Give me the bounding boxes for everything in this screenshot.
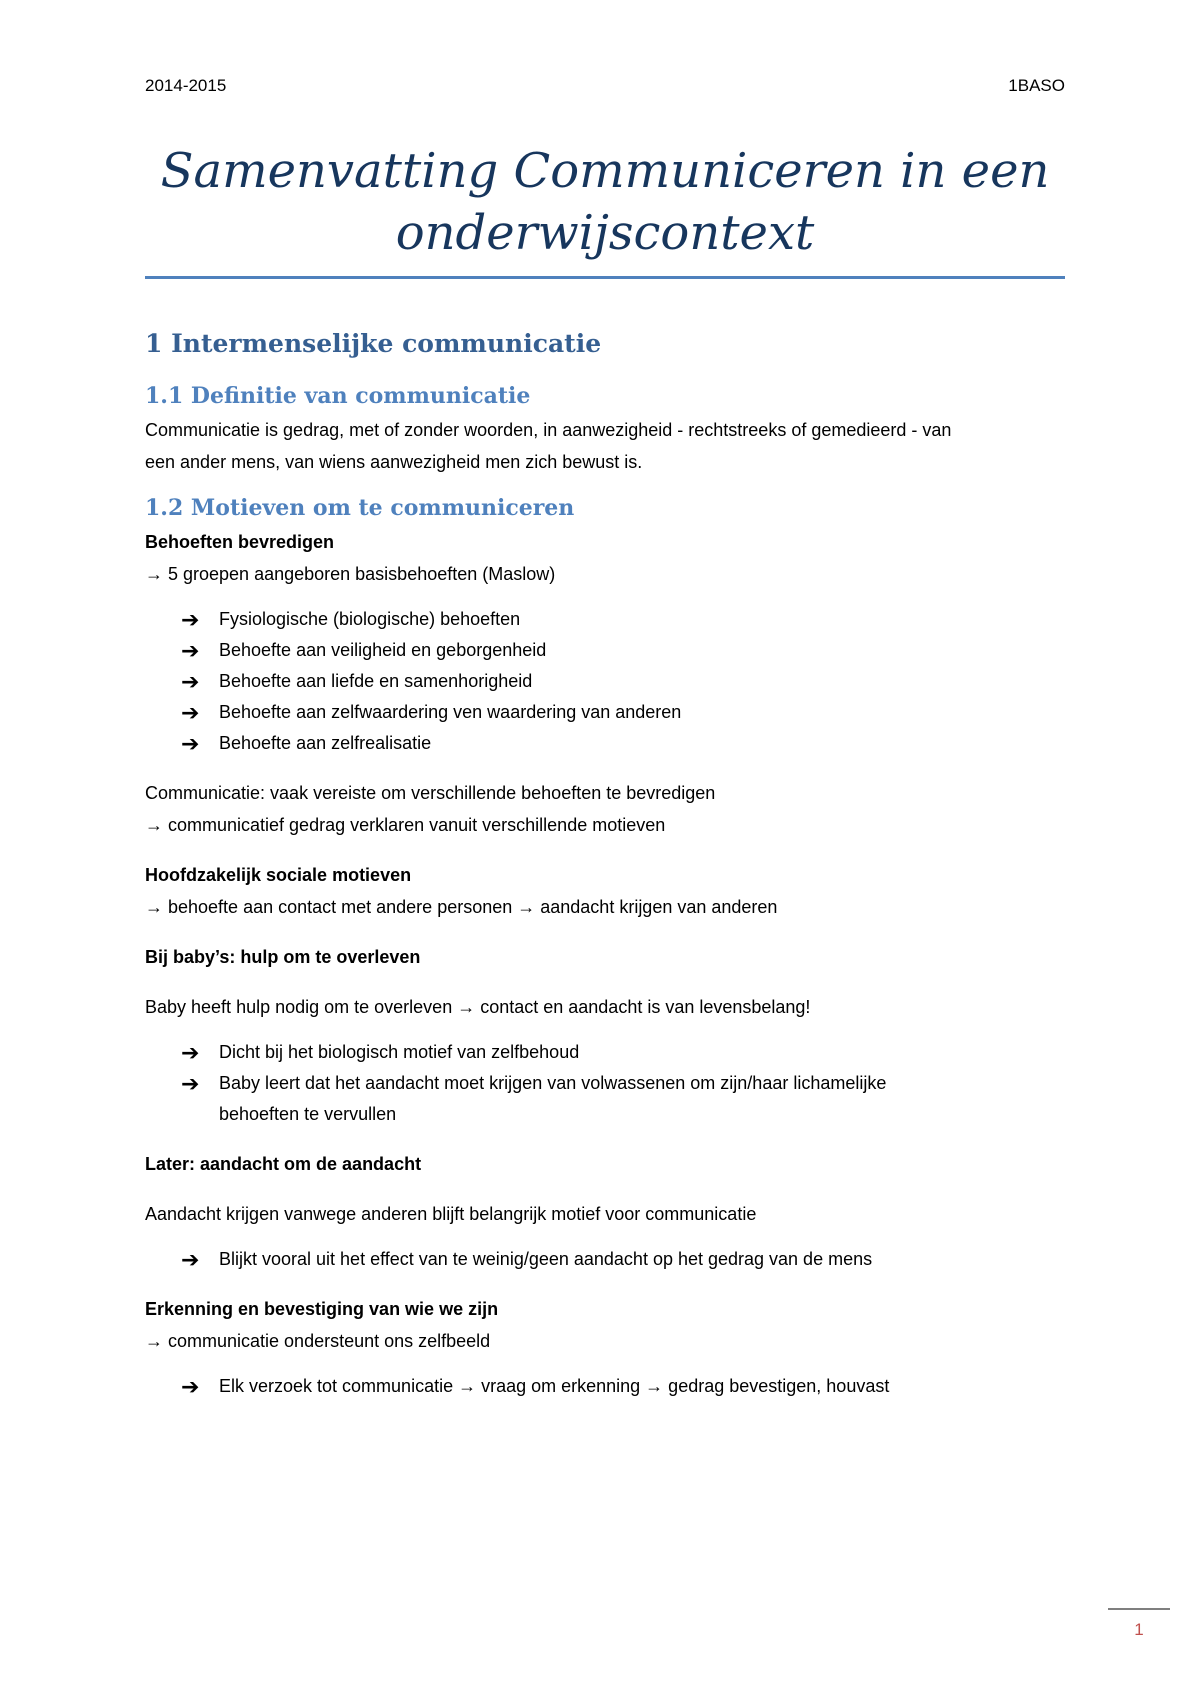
document-title-line2: onderwijscontext: [395, 205, 815, 261]
page-number: 1: [1134, 1620, 1144, 1639]
header-course: 1BASO: [1008, 76, 1065, 95]
arrow-right-bold-icon: ➔: [181, 638, 200, 663]
arrow-right-bold-icon: ➔: [181, 1374, 200, 1399]
title-rule: [145, 276, 1065, 279]
arrow-right-bold-icon: ➔: [181, 1071, 200, 1096]
list-item: ➔ Dicht bij het biologisch motief van zelfbehoud: [181, 1037, 1075, 1068]
baby-line: Baby heeft hulp nodig om te overleven → contact en aandacht is van levensbelang!: [145, 997, 811, 1017]
header-year: 2014-2015: [145, 76, 227, 95]
communication-line-2: → communicatief gedrag verklaren vanuit verschillende motieven: [145, 815, 666, 835]
list-item: ➔ Elk verzoek tot communicatie → vraag om erkenning → gedrag bevestigen, houvast: [181, 1371, 1075, 1402]
baby-list: [145, 1037, 1075, 1130]
social-line: → behoefte aan contact met andere personen → aandacht krijgen van anderen: [145, 897, 778, 917]
arrow-right-bold-icon: ➔: [181, 669, 200, 694]
needs-heading: Behoeften bevredigen: [145, 532, 335, 552]
communication-line-1: Communicatie: vaak vereiste om verschillende behoeften te bevredigen: [145, 783, 716, 803]
heading-1-2: 1.2 Motieven om te communiceren: [145, 495, 575, 521]
arrow-right-bold-icon: ➔: [181, 700, 200, 725]
document-title: [145, 140, 1065, 264]
list-item: ➔ Blijkt vooral uit het effect van te weinig/geen aandacht op het gedrag van de mens: [181, 1244, 1075, 1275]
social-heading: Hoofdzakelijk sociale motieven: [145, 865, 412, 885]
heading-1-1: 1.1 Definitie van communicatie: [145, 383, 531, 409]
recognition-list: [145, 1371, 1075, 1402]
definition-line-2: een ander mens, van wiens aanwezigheid men zich bewust is.: [145, 452, 643, 472]
list-item: ➔ Behoefte aan zelfrealisatie: [181, 728, 1075, 759]
list-item: ➔ Behoefte aan zelfwaardering ven waardering van anderen: [181, 697, 1075, 728]
baby-heading: Bij baby’s: hulp om te overleven: [145, 947, 421, 967]
arrow-right-bold-icon: ➔: [181, 731, 200, 756]
document-title-line1: Samenvatting Communiceren in een: [160, 143, 1050, 199]
later-heading: Later: aandacht om de aandacht: [145, 1154, 422, 1174]
list-item: ➔ Behoefte aan liefde en samenhorigheid: [181, 666, 1075, 697]
heading-1: 1 Intermenselijke communicatie: [145, 329, 602, 358]
needs-list: [145, 604, 1075, 759]
later-list: [145, 1244, 1075, 1275]
list-item: ➔ Fysiologische (biologische) behoeften: [181, 604, 1075, 635]
needs-intro: → 5 groepen aangeboren basisbehoeften (Maslow): [145, 564, 556, 584]
list-item: ➔ Behoefte aan veiligheid en geborgenheid: [181, 635, 1075, 666]
arrow-right-bold-icon: ➔: [181, 607, 200, 632]
list-item-continuation: behoeften te vervullen: [219, 1104, 397, 1124]
document-body: [145, 324, 1075, 1402]
later-line: Aandacht krijgen vanwege anderen blijft belangrijk motief voor communicatie: [145, 1204, 757, 1224]
page-number-rule: [1108, 1608, 1170, 1610]
arrow-right-bold-icon: ➔: [181, 1040, 200, 1065]
definition-line-1: Communicatie is gedrag, met of zonder woorden, in aanwezigheid - rechtstreeks of gemedieerd - van: [145, 420, 952, 440]
arrow-right-bold-icon: ➔: [181, 1247, 200, 1272]
list-item: ➔ Baby leert dat het aandacht moet krijgen van volwassenen om zijn/haar lichamelijke: [181, 1068, 1075, 1099]
recognition-heading: Erkenning en bevestiging van wie we zijn: [145, 1299, 499, 1319]
recognition-line: → communicatie ondersteunt ons zelfbeeld: [145, 1331, 491, 1351]
